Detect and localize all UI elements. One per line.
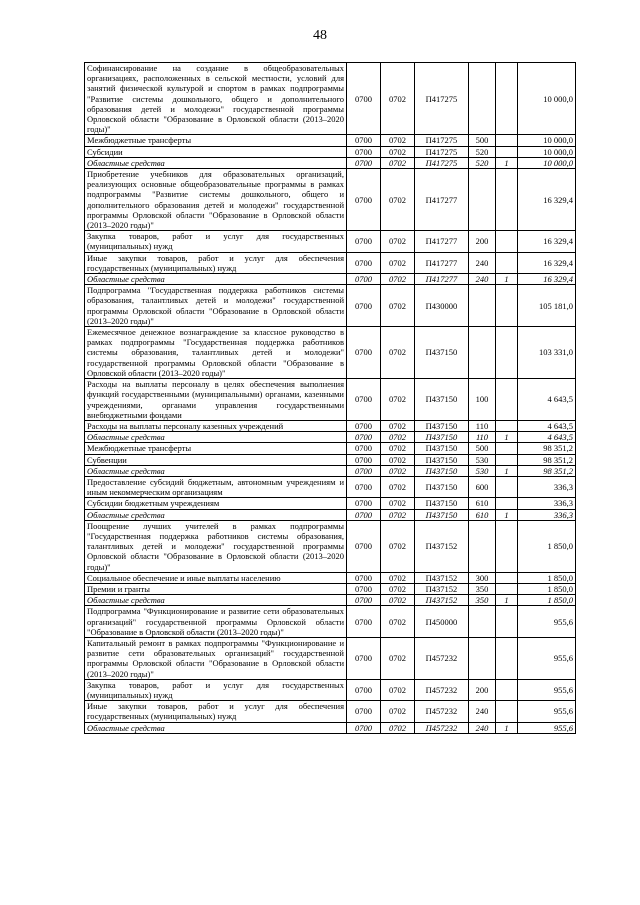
table-row <box>85 327 576 379</box>
amount: 1 850,0 <box>518 520 576 572</box>
subsection-code: 0702 <box>381 679 415 700</box>
expense-description: Иные закупки товаров, работ и услуг для обеспечения государственных (муниципальных) нужд <box>85 701 347 722</box>
table-row <box>85 722 576 733</box>
expense-type-code: 100 <box>469 379 496 421</box>
funding-source-code: 1 <box>496 465 518 476</box>
target-article-code: П450000 <box>415 606 469 638</box>
table-row <box>85 679 576 700</box>
amount: 336,3 <box>518 498 576 509</box>
table-row <box>85 498 576 509</box>
amount: 955,6 <box>518 722 576 733</box>
expense-type-code <box>469 606 496 638</box>
section-code: 0700 <box>347 476 381 497</box>
amount: 10 000,0 <box>518 146 576 157</box>
budget-table-body <box>85 63 576 734</box>
funding-source-code <box>496 679 518 700</box>
funding-source-code <box>496 285 518 327</box>
amount: 98 351,2 <box>518 454 576 465</box>
subsection-code: 0702 <box>381 443 415 454</box>
section-code: 0700 <box>347 420 381 431</box>
expense-type-code: 240 <box>469 252 496 273</box>
funding-source-code <box>496 583 518 594</box>
target-article-code: П437150 <box>415 432 469 443</box>
amount: 105 181,0 <box>518 285 576 327</box>
expense-description: Межбюджетные трансферты <box>85 443 347 454</box>
funding-source-code: 1 <box>496 722 518 733</box>
amount: 10 000,0 <box>518 157 576 168</box>
expense-type-code: 110 <box>469 432 496 443</box>
subsection-code: 0702 <box>381 146 415 157</box>
section-code: 0700 <box>347 169 381 231</box>
table-row <box>85 476 576 497</box>
target-article-code: П437152 <box>415 583 469 594</box>
expense-type-code: 600 <box>469 476 496 497</box>
expense-description: Социальное обеспечение и иные выплаты населению <box>85 572 347 583</box>
amount: 98 351,2 <box>518 465 576 476</box>
target-article-code: П437150 <box>415 498 469 509</box>
subsection-code: 0702 <box>381 420 415 431</box>
funding-source-code <box>496 637 518 679</box>
table-row <box>85 231 576 252</box>
table-row <box>85 583 576 594</box>
expense-description: Областные средства <box>85 465 347 476</box>
expense-description: Субсидии <box>85 146 347 157</box>
funding-source-code <box>496 454 518 465</box>
amount: 4 643,5 <box>518 432 576 443</box>
expense-type-code: 240 <box>469 274 496 285</box>
subsection-code: 0702 <box>381 722 415 733</box>
expense-description: Подпрограмма "Государственная поддержка работников системы образования, талантливых детей и молодежи" государственной программы Орловской области "Образование в Орловской области (2013–2020 годы)" <box>85 285 347 327</box>
target-article-code: П437150 <box>415 443 469 454</box>
section-code: 0700 <box>347 443 381 454</box>
expense-type-code <box>469 637 496 679</box>
funding-source-code <box>496 443 518 454</box>
subsection-code: 0702 <box>381 379 415 421</box>
table-row <box>85 432 576 443</box>
expense-type-code <box>469 169 496 231</box>
expense-description: Капитальный ремонт в рамках подпрограммы "Функционирование и развитие сети образовательных организаций" государственной программы Орловской области "Образование в Орловской области (2013–2020 годы)" <box>85 637 347 679</box>
section-code: 0700 <box>347 274 381 285</box>
section-code: 0700 <box>347 432 381 443</box>
expense-type-code <box>469 327 496 379</box>
funding-source-code <box>496 420 518 431</box>
target-article-code: П437152 <box>415 572 469 583</box>
subsection-code: 0702 <box>381 454 415 465</box>
expense-type-code: 240 <box>469 701 496 722</box>
target-article-code: П417275 <box>415 146 469 157</box>
section-code: 0700 <box>347 454 381 465</box>
funding-source-code: 1 <box>496 274 518 285</box>
funding-source-code: 1 <box>496 432 518 443</box>
target-article-code: П417277 <box>415 274 469 285</box>
page-number: 48 <box>313 28 327 43</box>
expense-type-code <box>469 63 496 135</box>
target-article-code: П437150 <box>415 509 469 520</box>
table-row <box>85 169 576 231</box>
subsection-code: 0702 <box>381 252 415 273</box>
amount: 16 329,4 <box>518 252 576 273</box>
amount: 336,3 <box>518 509 576 520</box>
section-code: 0700 <box>347 63 381 135</box>
section-code: 0700 <box>347 595 381 606</box>
expense-description: Закупка товаров, работ и услуг для государственных (муниципальных) нужд <box>85 231 347 252</box>
table-row <box>85 637 576 679</box>
target-article-code: П430000 <box>415 285 469 327</box>
subsection-code: 0702 <box>381 498 415 509</box>
target-article-code: П417277 <box>415 169 469 231</box>
funding-source-code <box>496 252 518 273</box>
target-article-code: П417275 <box>415 157 469 168</box>
section-code: 0700 <box>347 583 381 594</box>
section-code: 0700 <box>347 327 381 379</box>
funding-source-code <box>496 476 518 497</box>
amount: 10 000,0 <box>518 135 576 146</box>
subsection-code: 0702 <box>381 520 415 572</box>
amount: 955,6 <box>518 637 576 679</box>
target-article-code: П457232 <box>415 637 469 679</box>
amount: 955,6 <box>518 606 576 638</box>
subsection-code: 0702 <box>381 572 415 583</box>
table-row <box>85 420 576 431</box>
subsection-code: 0702 <box>381 509 415 520</box>
funding-source-code <box>496 231 518 252</box>
table-row <box>85 454 576 465</box>
target-article-code: П437152 <box>415 595 469 606</box>
expense-type-code <box>469 520 496 572</box>
expense-description: Межбюджетные трансферты <box>85 135 347 146</box>
funding-source-code: 1 <box>496 157 518 168</box>
section-code: 0700 <box>347 606 381 638</box>
expense-type-code: 610 <box>469 498 496 509</box>
amount: 336,3 <box>518 476 576 497</box>
amount: 1 850,0 <box>518 595 576 606</box>
amount: 16 329,4 <box>518 231 576 252</box>
expense-type-code: 610 <box>469 509 496 520</box>
expense-description: Расходы на выплаты персоналу казенных учреждений <box>85 420 347 431</box>
section-code: 0700 <box>347 285 381 327</box>
table-row <box>85 157 576 168</box>
target-article-code: П417275 <box>415 135 469 146</box>
subsection-code: 0702 <box>381 169 415 231</box>
table-row <box>85 606 576 638</box>
section-code: 0700 <box>347 379 381 421</box>
target-article-code: П417277 <box>415 252 469 273</box>
section-code: 0700 <box>347 572 381 583</box>
table-row <box>85 509 576 520</box>
target-article-code: П437150 <box>415 327 469 379</box>
expense-description: Подпрограмма "Функционирование и развитие сети образовательных организаций" государственной программы Орловской области "Образование в Орловской области (2013–2020 годы)" <box>85 606 347 638</box>
amount: 1 850,0 <box>518 572 576 583</box>
expense-description: Областные средства <box>85 274 347 285</box>
expense-type-code: 520 <box>469 146 496 157</box>
table-row <box>85 520 576 572</box>
expense-type-code <box>469 285 496 327</box>
section-code: 0700 <box>347 157 381 168</box>
target-article-code: П457232 <box>415 722 469 733</box>
table-row <box>85 595 576 606</box>
target-article-code: П437150 <box>415 420 469 431</box>
table-row <box>85 465 576 476</box>
funding-source-code <box>496 169 518 231</box>
amount: 4 643,5 <box>518 420 576 431</box>
table-row <box>85 63 576 135</box>
expense-type-code: 500 <box>469 135 496 146</box>
section-code: 0700 <box>347 252 381 273</box>
table-row <box>85 285 576 327</box>
expense-description: Премии и гранты <box>85 583 347 594</box>
section-code: 0700 <box>347 135 381 146</box>
subsection-code: 0702 <box>381 274 415 285</box>
expense-type-code: 530 <box>469 465 496 476</box>
section-code: 0700 <box>347 520 381 572</box>
expense-description: Закупка товаров, работ и услуг для государственных (муниципальных) нужд <box>85 679 347 700</box>
funding-source-code <box>496 379 518 421</box>
funding-source-code <box>496 146 518 157</box>
expense-description: Областные средства <box>85 595 347 606</box>
table-row <box>85 135 576 146</box>
expense-description: Субвенции <box>85 454 347 465</box>
amount: 98 351,2 <box>518 443 576 454</box>
expense-type-code: 300 <box>469 572 496 583</box>
table-row <box>85 274 576 285</box>
section-code: 0700 <box>347 679 381 700</box>
target-article-code: П457232 <box>415 679 469 700</box>
expense-description: Областные средства <box>85 432 347 443</box>
section-code: 0700 <box>347 509 381 520</box>
target-article-code: П417275 <box>415 63 469 135</box>
subsection-code: 0702 <box>381 476 415 497</box>
expense-type-code: 500 <box>469 443 496 454</box>
table-row <box>85 572 576 583</box>
expense-description: Областные средства <box>85 509 347 520</box>
amount: 16 329,4 <box>518 169 576 231</box>
section-code: 0700 <box>347 498 381 509</box>
expense-type-code: 350 <box>469 583 496 594</box>
funding-source-code <box>496 63 518 135</box>
expense-description: Областные средства <box>85 722 347 733</box>
expense-type-code: 350 <box>469 595 496 606</box>
expense-description: Софинансирование на создание в общеобразовательных организациях, расположенных в сельской местности, условий для занятий физической культурой и спортом в рамках подпрограммы "Развитие системы дошкольного, общего и дополнительного образования детей и молодежи" государственной программы Орловской области "Образование в Орловской области (2013–2020 годы)" <box>85 63 347 135</box>
target-article-code: П437150 <box>415 465 469 476</box>
expense-description: Областные средства <box>85 157 347 168</box>
subsection-code: 0702 <box>381 465 415 476</box>
funding-source-code <box>496 498 518 509</box>
subsection-code: 0702 <box>381 595 415 606</box>
subsection-code: 0702 <box>381 327 415 379</box>
table-row <box>85 252 576 273</box>
subsection-code: 0702 <box>381 285 415 327</box>
expense-type-code: 200 <box>469 231 496 252</box>
expense-description: Иные закупки товаров, работ и услуг для обеспечения государственных (муниципальных) нужд <box>85 252 347 273</box>
amount: 1 850,0 <box>518 583 576 594</box>
subsection-code: 0702 <box>381 637 415 679</box>
expense-type-code: 530 <box>469 454 496 465</box>
expense-description: Приобретение учебников для образовательных организаций, реализующих основные общеобразовательные программы в рамках подпрограммы "Развитие системы дошкольного, общего и дополнительного образования детей и молодежи" государственной программы Орловской области "Образование в Орловской области (2013–2020 годы)" <box>85 169 347 231</box>
section-code: 0700 <box>347 701 381 722</box>
amount: 955,6 <box>518 701 576 722</box>
funding-source-code: 1 <box>496 509 518 520</box>
expense-description: Ежемесячное денежное вознаграждение за классное руководство в рамках подпрограммы "Государственная поддержка работников системы образования, талантливых детей и молодежи" государственной программы Орловской области "Образование в Орловской области (2013–2020 годы)" <box>85 327 347 379</box>
table-row <box>85 443 576 454</box>
expense-type-code: 240 <box>469 722 496 733</box>
expense-description: Поощрение лучших учителей в рамках подпрограммы "Государственная поддержка работников системы образования, талантливых детей и молодежи" государственной программы Орловской области "Образование в Орловской области (2013–2020 годы)" <box>85 520 347 572</box>
subsection-code: 0702 <box>381 701 415 722</box>
subsection-code: 0702 <box>381 63 415 135</box>
target-article-code: П437150 <box>415 454 469 465</box>
funding-source-code <box>496 327 518 379</box>
target-article-code: П417277 <box>415 231 469 252</box>
section-code: 0700 <box>347 637 381 679</box>
subsection-code: 0702 <box>381 231 415 252</box>
table-row <box>85 146 576 157</box>
target-article-code: П457232 <box>415 701 469 722</box>
amount: 955,6 <box>518 679 576 700</box>
expense-description: Субсидии бюджетным учреждениям <box>85 498 347 509</box>
expense-description: Предоставление субсидий бюджетным, автономным учреждениям и иным некоммерческим организациям <box>85 476 347 497</box>
expense-type-code: 520 <box>469 157 496 168</box>
table-row <box>85 379 576 421</box>
amount: 16 329,4 <box>518 274 576 285</box>
funding-source-code <box>496 520 518 572</box>
amount: 10 000,0 <box>518 63 576 135</box>
section-code: 0700 <box>347 231 381 252</box>
amount: 103 331,0 <box>518 327 576 379</box>
subsection-code: 0702 <box>381 606 415 638</box>
expense-description: Расходы на выплаты персоналу в целях обеспечения выполнения функций государственными (муниципальными) органами, казенными учреждениями, органами управления государственными внебюджетными фондами <box>85 379 347 421</box>
funding-source-code: 1 <box>496 595 518 606</box>
funding-source-code <box>496 572 518 583</box>
target-article-code: П437150 <box>415 379 469 421</box>
target-article-code: П437152 <box>415 520 469 572</box>
expense-type-code: 200 <box>469 679 496 700</box>
subsection-code: 0702 <box>381 583 415 594</box>
funding-source-code <box>496 135 518 146</box>
expense-type-code: 110 <box>469 420 496 431</box>
section-code: 0700 <box>347 465 381 476</box>
budget-table <box>84 62 576 734</box>
target-article-code: П437150 <box>415 476 469 497</box>
subsection-code: 0702 <box>381 432 415 443</box>
funding-source-code <box>496 606 518 638</box>
amount: 4 643,5 <box>518 379 576 421</box>
table-row <box>85 701 576 722</box>
subsection-code: 0702 <box>381 157 415 168</box>
section-code: 0700 <box>347 146 381 157</box>
subsection-code: 0702 <box>381 135 415 146</box>
section-code: 0700 <box>347 722 381 733</box>
funding-source-code <box>496 701 518 722</box>
